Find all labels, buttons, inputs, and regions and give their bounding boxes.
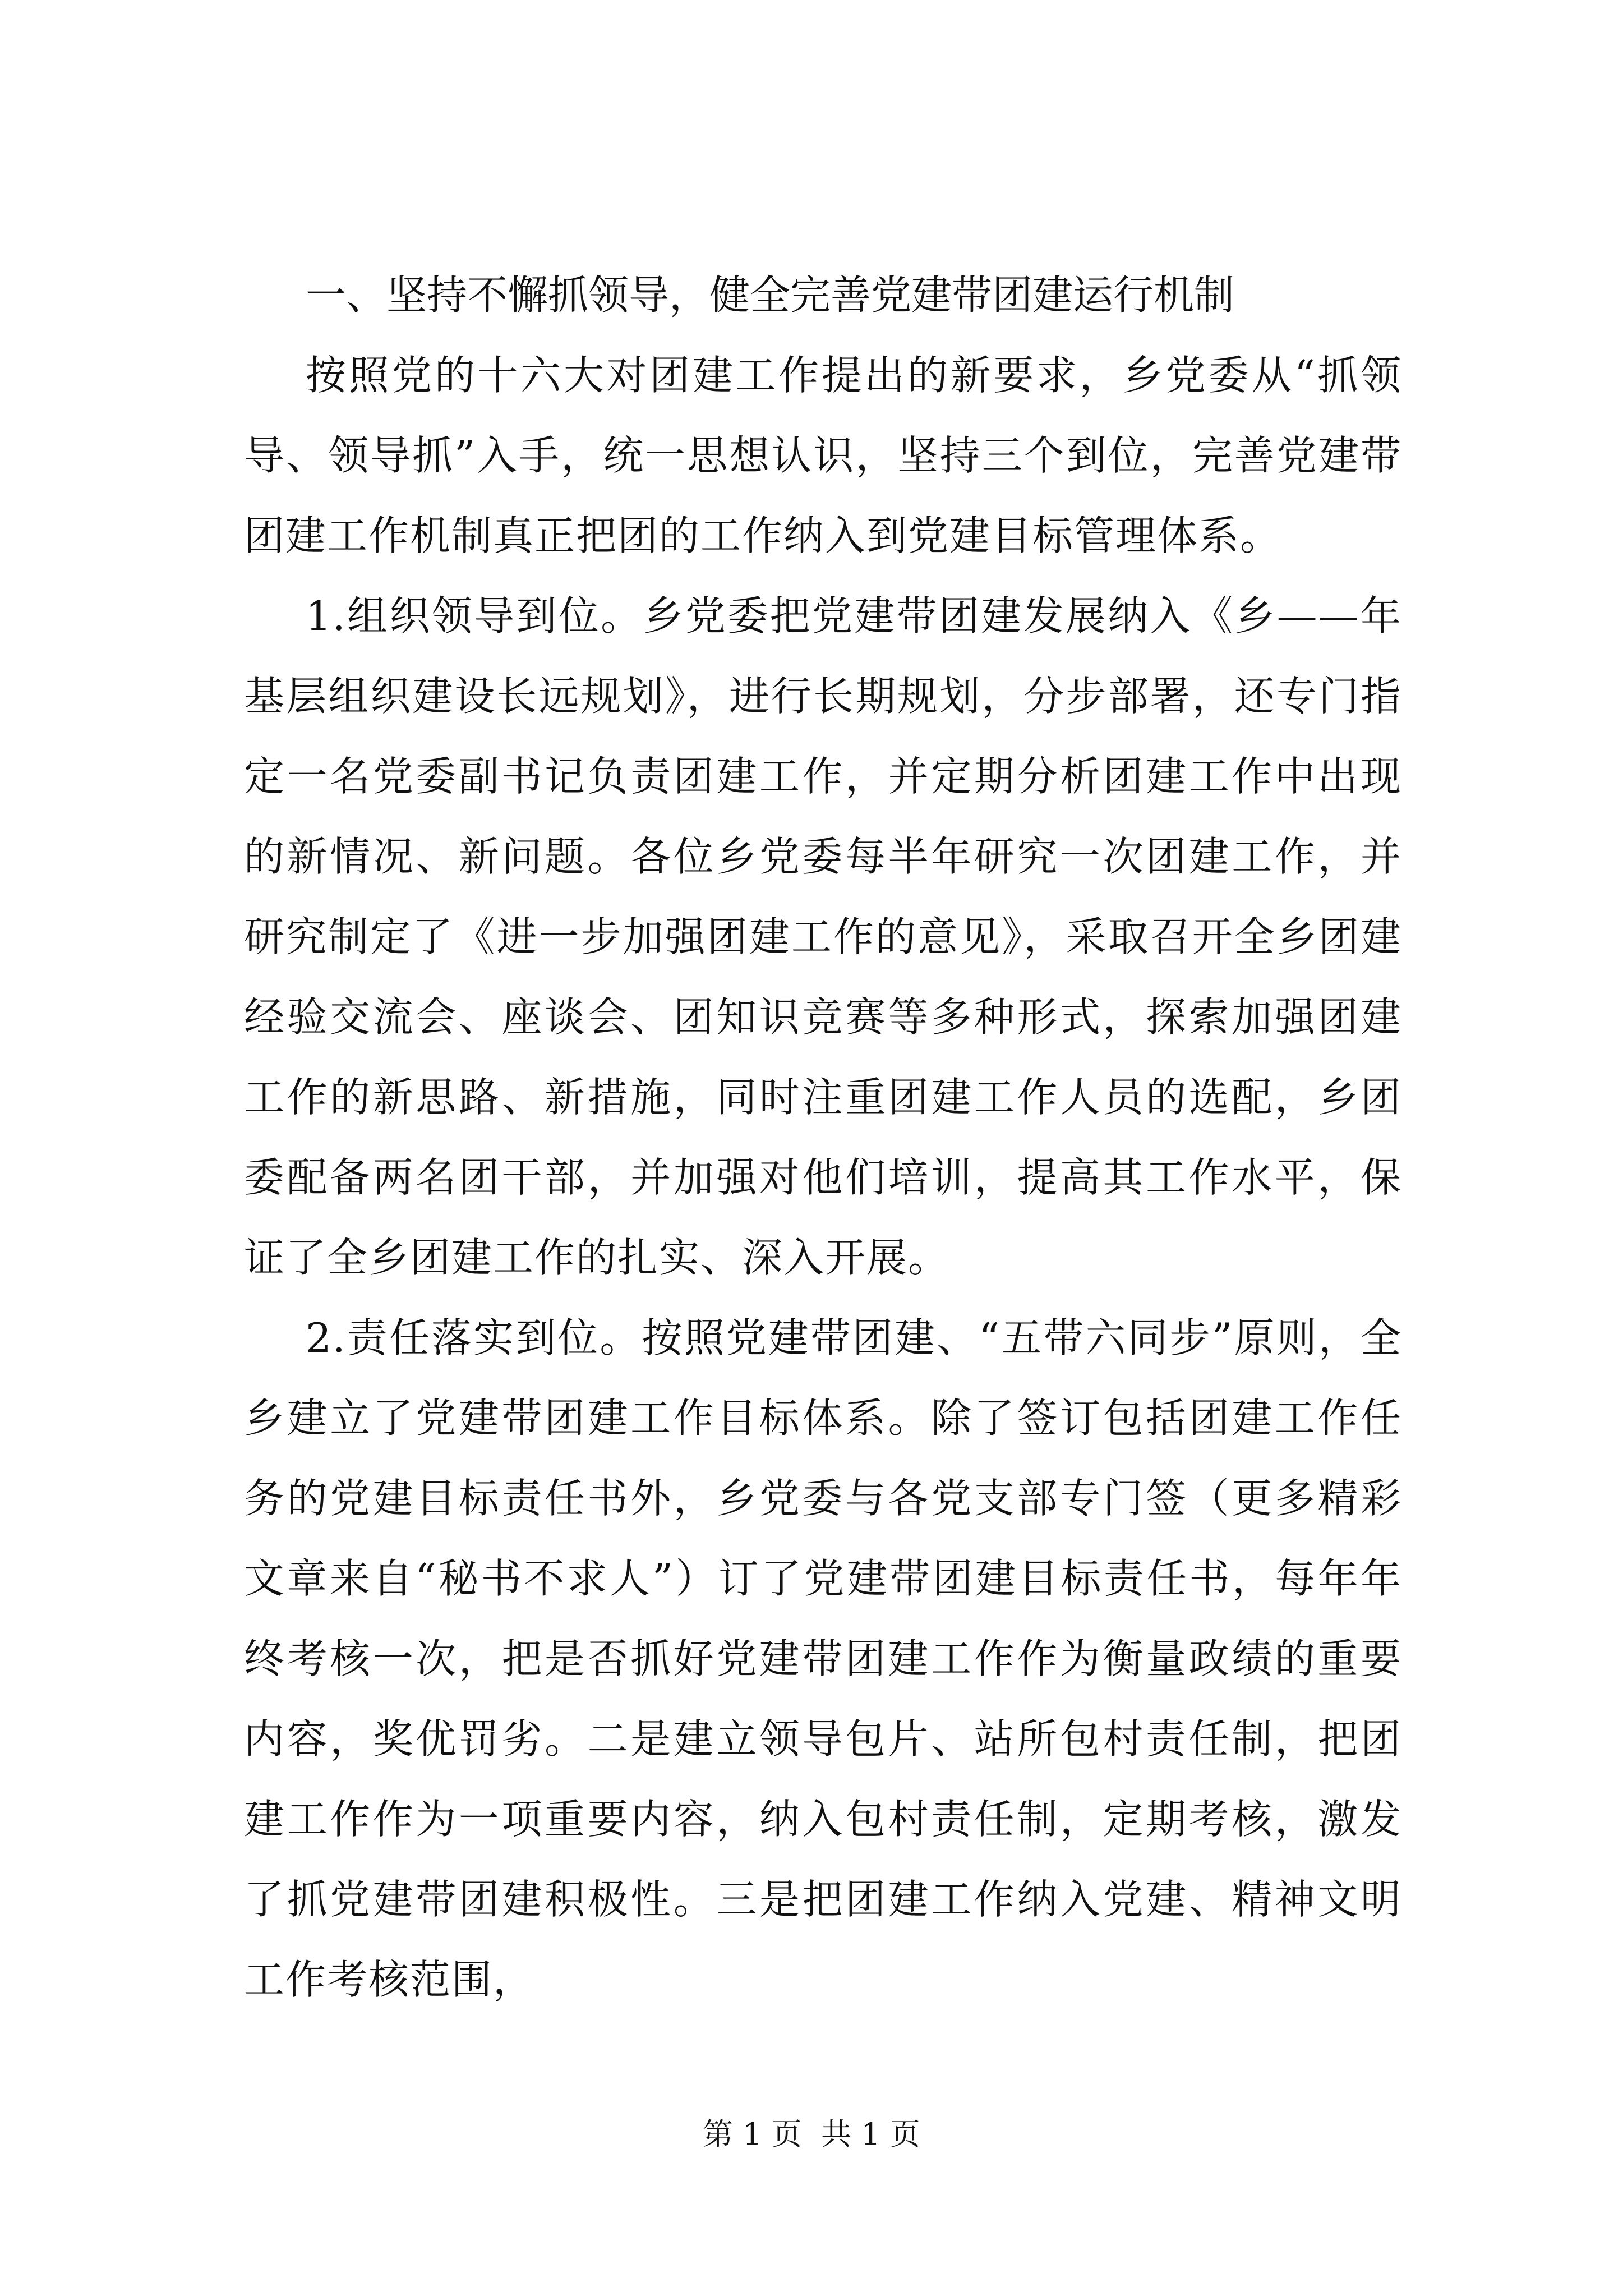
document-body — [244, 255, 1402, 2020]
section-heading: 一、坚持不懈抓领导，健全完善党建带团建运行机制 — [306, 272, 1235, 319]
page-footer — [0, 2115, 1623, 2154]
paragraph-organization-leadership: 1.组织领导到位。乡党委把党建带团建发展纳入《乡——年基层组织建设长远规划》，进行长期规划，分步部署，还专门指定一名党委副书记负责团建工作，并定期分析团建工作中出现的新情况、新问题。各位乡党委每半年研究一次团建工作，并研究制定了《进一步加强团建工作的意见》，采取召开全乡团建经验交流会、座谈会、团知识竞赛等多种形式，探索加强团建工作的新思路、新措施，同时注重团建工作人员的选配，乡团委配备两名团干部，并加强对他们培训，提高其工作水平，保证了全乡团建工作的扎实、深入开展。 — [244, 592, 1402, 1281]
page-number-label: 第 1 页 共 1 页 — [703, 2116, 920, 2152]
paragraph-responsibility: 2.责任落实到位。按照党建带团建、“五带六同步”原则，全乡建立了党建带团建工作目标体系。除了签订包括团建工作任务的党建目标责任书外，乡党委与各党支部专门签（更多精彩文章来自“秘书不求人”）订了党建带团建目标责任书，每年年终考核一次，把是否抓好党建带团建工作作为衡量政绩的重要内容，奖优罚劣。二是建立领导包片、站所包村责任制，把团建工作作为一项重要内容，纳入包村责任制，定期考核，激发了抓党建带团建积极性。三是把团建工作纳入党建、精神文明工作考核范围， — [244, 1314, 1402, 2003]
paragraph-intro: 按照党的十六大对团建工作提出的新要求，乡党委从“抓领导、领导抓”入手，统一思想认识，坚持三个到位，完善党建带团建工作机制真正把团的工作纳入到党建目标管理体系。 — [244, 352, 1402, 559]
